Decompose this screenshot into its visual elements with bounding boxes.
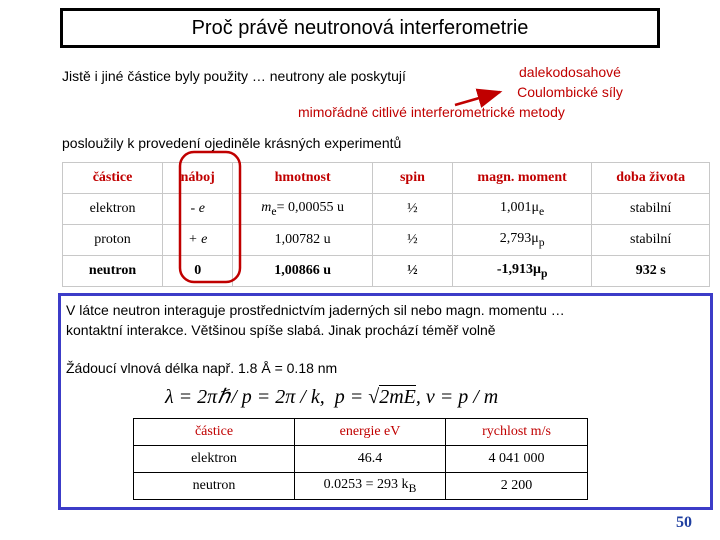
moment-value: -1,913μ xyxy=(496,262,541,278)
table-cell: 932 s xyxy=(592,256,710,287)
moment-subscript: e xyxy=(539,204,545,218)
moment-value: 2,793μ xyxy=(499,231,539,247)
table-header-cell: magn. moment xyxy=(452,163,591,194)
mass-subscript: e xyxy=(271,204,277,218)
table-cell: neutron xyxy=(63,256,163,287)
energy-value: 0.0253 = 293 k xyxy=(323,477,409,493)
energy-subscript: B xyxy=(408,481,417,495)
formula-lhs: λ = 2π xyxy=(165,386,218,408)
description-text xyxy=(66,300,706,340)
table-header-cell: spin xyxy=(372,163,452,194)
intro-line-1: Jistě i jiné částice byly použity … neutrony ale poskytují xyxy=(62,68,406,84)
table-header-cell: doba života xyxy=(592,163,710,194)
hbar-placeholder-icon: ℏ xyxy=(217,386,230,408)
moment-subscript: p xyxy=(540,266,548,280)
intro-line-2: posloužily k provedení ojediněle krásných experimentů xyxy=(62,135,402,151)
table-cell: ½ xyxy=(372,194,452,225)
charge-column-highlight xyxy=(180,152,240,282)
table-header-cell: energie eV xyxy=(295,419,446,446)
table-cell: + e xyxy=(163,225,233,256)
table-header-cell: rychlost m/s xyxy=(446,419,588,446)
formula-part-2: p = xyxy=(334,386,369,408)
table-cell: 4 041 000 xyxy=(446,446,588,473)
table-row xyxy=(134,473,588,500)
table-cell: ½ xyxy=(372,225,452,256)
table-header-row xyxy=(134,419,588,446)
table-cell: 2 200 xyxy=(446,473,588,500)
mass-value: = 0,00055 u xyxy=(276,200,345,216)
table-row xyxy=(134,446,588,473)
table-header-cell: náboj xyxy=(163,163,233,194)
energy-table xyxy=(133,418,588,500)
table-cell: stabilní xyxy=(592,225,710,256)
table-cell: neutron xyxy=(134,473,295,500)
formula-sqrt-body: 2mE xyxy=(379,386,416,408)
sqrt-icon: √ xyxy=(368,386,380,408)
wavelength-formula xyxy=(165,384,498,409)
description-line-2: kontaktní interakce. Většinou spíše slabá. Jinak prochází téměř volně xyxy=(66,322,496,338)
table-cell: proton xyxy=(63,225,163,256)
page-number: 50 xyxy=(676,514,692,531)
table-header-cell: částice xyxy=(63,163,163,194)
wavelength-text: Žádoucí vlnová délka např. 1.8 Å = 0.18 nm xyxy=(66,360,338,376)
table-cell: 1,00782 u xyxy=(233,225,373,256)
mass-symbol: m xyxy=(261,200,272,216)
callout-line-3: mimořádně citlivé interferometrické metody xyxy=(298,104,565,120)
callout-arrow xyxy=(455,92,500,105)
table-cell: stabilní xyxy=(592,194,710,225)
table-cell: ½ xyxy=(372,256,452,287)
callout-line-1: dalekodosahové xyxy=(519,64,621,80)
table-cell xyxy=(295,473,446,500)
description-line-1: V látce neutron interaguje prostřednictvím jaderných sil nebo magn. momentu … xyxy=(66,302,565,318)
moment-subscript: p xyxy=(538,235,545,249)
moment-value: 1,001μ xyxy=(500,200,540,216)
table-cell: 1,00866 u xyxy=(233,256,373,287)
callout-line-2: Coulombické síly xyxy=(517,84,623,100)
formula-part-1: / p = 2π / k, xyxy=(231,386,325,408)
table-cell: 0 xyxy=(163,256,233,287)
table-cell: elektron xyxy=(134,446,295,473)
table-header-cell: hmotnost xyxy=(233,163,373,194)
slide-title-text: Proč právě neutronová interferometrie xyxy=(191,16,529,39)
formula-part-3: , v = p / m xyxy=(415,386,499,408)
table-cell: 46.4 xyxy=(295,446,446,473)
table-cell: - e xyxy=(163,194,233,225)
table-header-cell: částice xyxy=(134,419,295,446)
table-cell: elektron xyxy=(63,194,163,225)
